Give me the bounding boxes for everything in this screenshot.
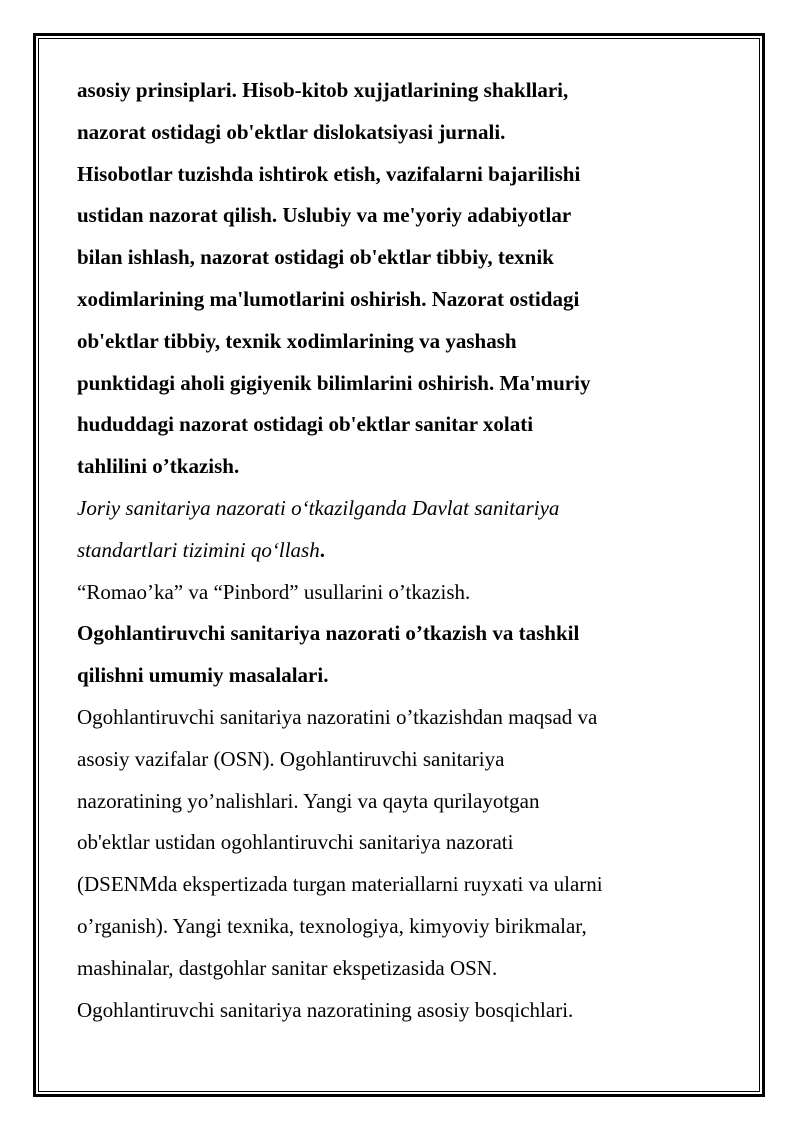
text-line: nazoratining yo’nalishlari. Yangi va qayta qurilayotgan xyxy=(77,788,540,813)
text-line: Ogohlantiruvchi sanitariya nazoratini o’tkazishdan maqsad va xyxy=(77,704,598,729)
text-line: standartlari tizimini qo‘llash xyxy=(77,537,320,562)
paragraph-principles xyxy=(77,70,737,488)
text-line: hududdagi nazorat ostidagi ob'ektlar sanitar xolati xyxy=(77,412,534,437)
text-line: asosiy vazifalar (OSN). Ogohlantiruvchi sanitariya xyxy=(77,746,505,771)
text-line: tahlilini o’tkazish. xyxy=(77,454,240,479)
text-line: (DSENMda ekspertizada turgan materiallarni ruyxati va ularni xyxy=(77,872,603,897)
trailing-period: . xyxy=(319,537,325,562)
text-line: mashinalar, dastgohlar sanitar ekspetizasida OSN. xyxy=(77,955,498,980)
text-line: ob'ektlar tibbiy, texnik xodimlarining va yashash xyxy=(77,328,517,353)
text-line: o’rganish). Yangi texnika, texnologiya, kimyoviy birikmalar, xyxy=(77,913,587,938)
text-line: bilan ishlash, nazorat ostidagi ob'ektlar tibbiy, texnik xyxy=(77,245,554,270)
paragraph-preventive-control xyxy=(77,697,737,1031)
document-body xyxy=(77,70,737,1031)
section-heading xyxy=(77,613,737,697)
text-line: qilishni umumiy masalalari. xyxy=(77,663,329,688)
text-line: “Romao’ka” va “Pinbord” usullarini o’tkazish. xyxy=(77,579,471,604)
text-line: punktidagi aholi gigiyenik bilimlarini oshirish. Ma'muriy xyxy=(77,370,591,395)
paragraph-current-control xyxy=(77,488,737,572)
text-line: ustidan nazorat qilish. Uslubiy va me'yoriy adabiyotlar xyxy=(77,203,572,228)
text-line: asosiy prinsiplari. Hisob-kitob xujjatlarining shakllari, xyxy=(77,78,569,102)
text-line: xodimlarining ma'lumotlarini oshirish. Nazorat ostidagi xyxy=(77,286,580,311)
text-line: Hisobotlar tuzishda ishtirok etish, vazifalarni bajarilishi xyxy=(77,161,581,186)
text-line: Ogohlantiruvchi sanitariya nazorati o’tkazish va tashkil xyxy=(77,621,580,646)
text-line: nazorat ostidagi ob'ektlar dislokatsiyasi jurnali. xyxy=(77,119,506,144)
paragraph-methods xyxy=(77,572,737,614)
text-line: ob'ektlar ustidan ogohlantiruvchi sanitariya nazorati xyxy=(77,830,514,855)
text-line: Joriy sanitariya nazorati o‘tkazilganda Davlat sanitariya xyxy=(77,495,560,520)
text-line: Ogohlantiruvchi sanitariya nazoratining asosiy bosqichlari. xyxy=(77,997,574,1022)
